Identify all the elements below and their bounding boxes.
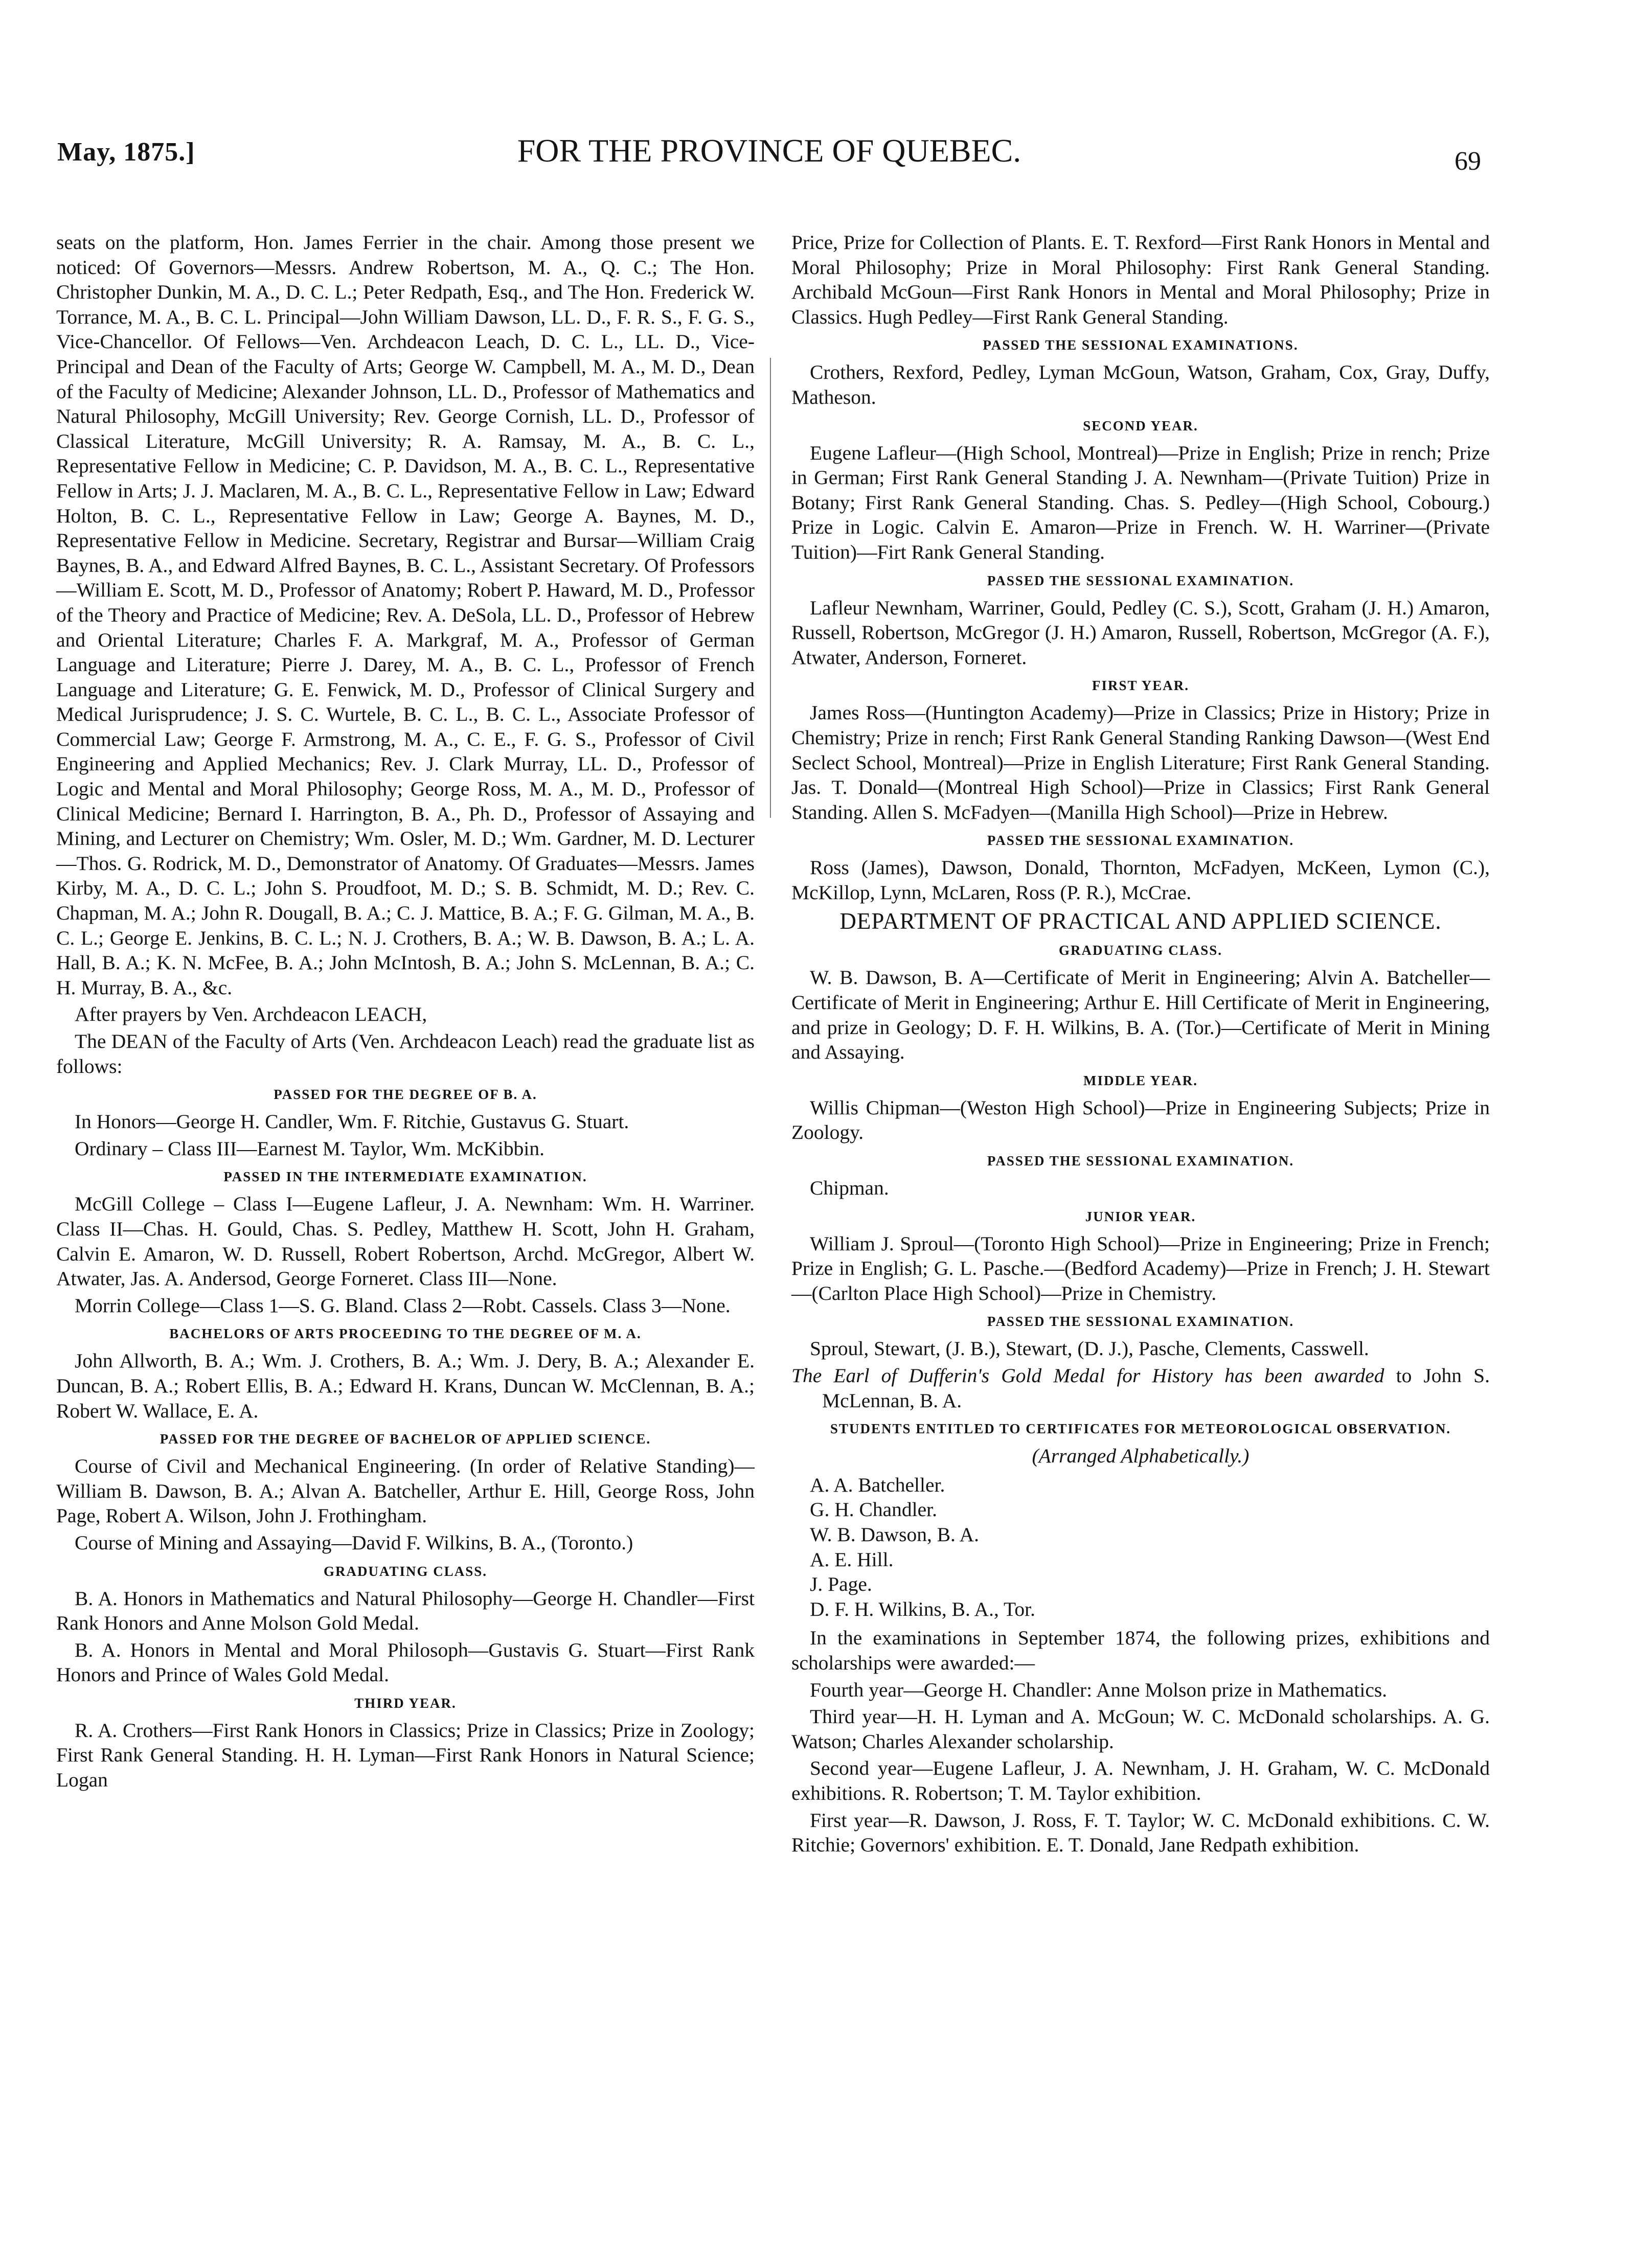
heading-middle-year: MIDDLE YEAR. [1083,1072,1198,1088]
third-year-continued: Price, Prize for Collection of Plants. E. T. Rexford—First Rank Honors in Mental and Moral Philosophy; Prize in Moral Philosophy: First Rank General Standing. Archibald McGoun—First Rank Honors in Mental and Moral Philosophy; Prize in Classics. Hugh Pedley—First Rank General Standing. [791,231,1490,328]
gold-medal-recipient: to John S. McLennan, B. A. [822,1364,1490,1412]
heading-sessional-3: PASSED THE SESSIONAL EXAMINATION. [987,833,1294,849]
sessional-2-list: Lafleur Newnham, Warriner, Gould, Pedley (C. S.), Scott, Graham (J. H.) Amaron, Russell, Robertson, McGregor (J. H.) Amaron, Russell, Robertson, McGregor (A. F.), Atwater, Anderson, Forneret. [791,596,1490,669]
arranged-note: (Arranged Alphabetically.) [1032,1445,1249,1468]
intermediate-mcgill: McGill College – Class I—Eugene Lafleur, J. A. Newnham: Wm. H. Warriner. Class II—Chas. H. Gould, Chas. S. Pedley, Matthew H. Scott, John H. Graham, Calvin E. Amaron, W. D. Russell, Robert Robertson, Archd. McGregor, Albert W. Atwater, Jas. A. Andersod, George Forneret. Class III—None. [56,1193,755,1290]
column-divider [770,358,771,818]
heading-third-year: THIRD YEAR. [354,1695,457,1711]
gold-medal-note [791,1363,1490,1413]
gold-medal-italic: The Earl of Dufferin's Gold Medal for History has been awarded [791,1364,1384,1387]
prayers-paragraph: After prayers by Ven. Archdeacon LEACH, [75,1003,427,1026]
list-item: G. H. Chandler. [810,1498,938,1521]
ba-honors: In Honors—George H. Candler, Wm. F. Ritchie, Gustavus G. Stuart. [75,1110,629,1133]
sessional-3-list: Ross (James), Dawson, Donald, Thornton, McFadyen, McKeen, Lymon (C.), McKillop, Lynn, McLaren, Ross (P. R.), McCrae. [791,856,1490,904]
bas-civil: Course of Civil and Mechanical Engineering. (In order of Relative Standing)—William B. Dawson, B. A.; Alvan A. Batcheller, Arthur E. Hill, George Ross, John Page, Robert A. Wilson, John J. Frothingham. [56,1455,755,1527]
ba-ordinary: Ordinary – Class III—Earnest M. Taylor, Wm. McKibbin. [75,1137,544,1160]
issue-date: May, 1875.] [57,138,195,167]
running-head [57,132,1481,193]
list-item: J. Page. [810,1573,872,1596]
sessional-4-list: Chipman. [810,1177,889,1200]
intermediate-morrin: Morrin College—Class 1—S. G. Bland. Class 2—Robt. Cassels. Class 3—None. [75,1294,731,1317]
list-item: A. A. Batcheller. [810,1473,945,1496]
list-item: A. E. Hill. [810,1548,894,1571]
heading-sessional-4: PASSED THE SESSIONAL EXAMINATION. [987,1153,1294,1169]
heading-meteorological: STUDENTS ENTITLED TO CERTIFICATES FOR METEOROLOGICAL OBSERVATION. [830,1421,1451,1437]
right-column [791,230,1490,1860]
junior-year-text: William J. Sproul—(Toronto High School)—Prize in Engineering; Prize in French; Prize in English; G. L. Pasche.—(Bedford Academy)—Prize in French; J. H. Stewart—(Carlton Place High School)—Prize in Chemistry. [791,1232,1490,1304]
first-year-text: James Ross—(Huntington Academy)—Prize in Classics; Prize in History; Prize in Chemistry; Prize in rench; First Rank General Standing Ranking Dawson—(West End Seclect School, Montreal)—Prize in English Literature; First Rank General Standing. Jas. T. Donald—(Montreal High School)—Prize in Classics; First Rank General Standing. Allen S. McFadyen—(Manilla High School)—Prize in Hebrew. [791,701,1490,823]
graduating-mental: B. A. Honors in Mental and Moral Philosoph—Gustavis G. Stuart—First Rank Honors and Prince of Wales Gold Medal. [56,1638,755,1686]
second-year-prize: Second year—Eugene Lafleur, J. A. Newnham, J. H. Graham, W. C. McDonald exhibitions. R. Robertson; T. M. Taylor exhibition. [791,1757,1490,1804]
third-year-text: R. A. Crothers—First Rank Honors in Classics; Prize in Classics; Prize in Zoology; First Rank General Standing. H. H. Lyman—First Rank Honors in Natural Science; Logan [56,1719,755,1792]
sessional-5-list: Sproul, Stewart, (J. B.), Stewart, (D. J.), Pasche, Clements, Casswell. [810,1337,1369,1360]
sessional-1-list: Crothers, Rexford, Pedley, Lyman McGoun, Watson, Graham, Cox, Gray, Duffy, Matheson. [791,361,1490,408]
third-year-prize: Third year—H. H. Lyman and A. McGoun; W. C. McDonald scholarships. A. G. Watson; Charles Alexander scholarship. [791,1705,1490,1753]
heading-ba-degree: PASSED FOR THE DEGREE OF B. A. [274,1087,537,1103]
attendees-paragraph: seats on the platform, Hon. James Ferrier in the chair. Among those present we noticed: Of Governors—Messrs. Andrew Robertson, M. A., Q. C.; The Hon. Christopher Dunkin, M. A., D. C. L.; Peter Redpath, Esq., and The Hon. Frederick W. Torrance, M. A., B. C. L. Principal—John William Dawson, LL. D., F. R. S., F. G. S., Vice-Chancellor. Of Fellows—Ven. Archdeacon Leach, D. C. L., LL. D., Vice-Principal and Dean of the Faculty of Arts; George W. Campbell, M. A., M. D., Dean of the Faculty of Medicine; Alexander Johnson, LL. D., Professor of Mathematics and Natural Philosophy, McGill University; Rev. George Cornish, LL. D., Professor of Classical Literature, McGill University; R. A. Ramsay, M. A., B. C. L., Representative Fellow in Medicine; C. P. Davidson, M. A., B. C. L., Representative Fellow in Arts; J. J. Maclaren, M. A., B. C. L., Representative Fellow in Law; Edward Holton, B. C. L., Representative Fellow in Law; George A. Baynes, M. D., Representative Fellow in Medicine. Secretary, Registrar and Bursar—William Craig Baynes, B. A., and Edward Alfred Baynes, B. C. L., Assistant Secretary. Of Professors—William E. Scott, M. D., Professor of Anatomy; Robert P. Haward, M. D., Professor of the Theory and Practice of Medicine; Rev. A. DeSola, LL. D., Professor of Hebrew and Oriental Literature; Charles F. A. Markgraf, M. A., Professor of German Language and Literature; Pierre J. Darey, M. A., B. C. L., Professor of French Language and Literature; G. E. Fenwick, M. D., Professor of Clinical Surgery and Medical Jurisprudence; J. S. C. Wurtele, B. C. L., B. C. L., Associate Professor of Commercial Law; George F. Armstrong, M. A., C. E., F. G. S., Professor of Civil Engineering and Applied Mechanics; Rev. J. Clark Murray, LL. D., Professor of Logic and Mental and Moral Philosophy; George Ross, M. A., M. D., Professor of Clinical Medicine; Bernard I. Harrington, B. A., Ph. D., Professor of Assaying and Mining, and Lecturer on Chemistry; Wm. Osler, M. D.; Wm. Gardner, M. D. Lecturer—Thos. G. Rodrick, M. D., Demonstrator of Anatomy. Of Graduates—Messrs. James Kirby, M. A., D. C. L.; John S. Proudfoot, M. D.; S. B. Schmidt, M. D.; Rev. C. Chapman, M. A.; John R. Dougall, B. A.; C. J. Mattice, B. A.; F. G. Gilman, M. A., B. C. L.; George E. Jenkins, B. C. L.; N. J. Crothers, B. A.; W. B. Dawson, B. A.; L. A. Hall, B. A.; K. N. McFee, B. A.; John McIntosh, B. A.; John S. McLennan, B. A.; C. H. Murray, B. A., &c. [56,231,755,999]
graduating-math: B. A. Honors in Mathematics and Natural Philosophy—George H. Chandler—First Rank Honors and Anne Molson Gold Medal. [56,1587,755,1635]
heading-graduating-class: GRADUATING CLASS. [323,1563,488,1579]
heading-first-year: FIRST YEAR. [1092,678,1190,694]
heading-intermediate: PASSED IN THE INTERMEDIATE EXAMINATION. [223,1169,587,1185]
dean-paragraph: The DEAN of the Faculty of Arts (Ven. Archdeacon Leach) read the graduate list as follows: [56,1030,755,1078]
bas-mining: Course of Mining and Assaying—David F. Wilkins, B. A., (Toronto.) [75,1531,633,1554]
heading-sessional-1: PASSED THE SESSIONAL EXAMINATIONS. [983,337,1299,353]
first-year-prize: First year—R. Dawson, J. Ross, F. T. Taylor; W. C. McDonald exhibitions. C. W. Ritchie; Governors' exhibition. E. T. Donald, Jane Redpath exhibition. [791,1808,1490,1857]
middle-year-text: Willis Chipman—(Weston High School)—Prize in Engineering Subjects; Prize in Zoology. [791,1096,1490,1144]
september-prizes-intro: In the examinations in September 1874, the following prizes, exhibitions and scholarships were awarded:— [791,1626,1490,1674]
heading-ma-degree: BACHELORS OF ARTS PROCEEDING TO THE DEGREE OF M. A. [169,1326,642,1342]
heading-sessional-5: PASSED THE SESSIONAL EXAMINATION. [987,1314,1294,1330]
heading-graduating-class-2: GRADUATING CLASS. [1058,943,1223,958]
graduating-2-text: W. B. Dawson, B. A—Certificate of Merit in Engineering; Alvin A. Batcheller—Certificate of Merit in Engineering; Arthur E. Hill Certificate of Merit in Engineering, and prize in Geology; D. F. H. Wilkins, B. A. (Tor.)—Certificate of Merit in Mining and Assaying. [791,966,1490,1064]
heading-applied-science: PASSED FOR THE DEGREE OF BACHELOR OF APPLIED SCIENCE. [160,1431,651,1447]
list-item: W. B. Dawson, B. A. [810,1523,980,1546]
heading-sessional-2: PASSED THE SESSIONAL EXAMINATION. [987,572,1294,588]
ma-list: John Allworth, B. A.; Wm. J. Crothers, B. A.; Wm. J. Dery, B. A.; Alexander E. Duncan, B. A.; Robert Ellis, B. A.; Edward H. Krans, Duncan W. McClennan, B. A.; Robert W. Wallace, E. A. [56,1349,755,1422]
heading-second-year: SECOND YEAR. [1083,418,1198,433]
left-column [56,230,755,1795]
meteorological-names [791,1473,1490,1622]
fourth-year-prize: Fourth year—George H. Chandler: Anne Molson prize in Mathematics. [810,1678,1388,1701]
page-number: 69 [1455,147,1481,176]
department-heading: DEPARTMENT OF PRACTICAL AND APPLIED SCIENCE. [839,908,1442,934]
running-title: FOR THE PROVINCE OF QUEBEC. [517,132,1021,169]
second-year-text: Eugene Lafleur—(High School, Montreal)—Prize in English; Prize in rench; Prize in German; First Rank General Standing J. A. Newnham—(Private Tuition) Prize in Botany; First Rank General Standing. Chas. S. Pedley—(High School, Cobourg.) Prize in Logic. Calvin E. Amaron—Prize in French. W. H. Warriner—(Private Tuition)—Firt Rank General Standing. [791,441,1490,563]
heading-junior-year: JUNIOR YEAR. [1085,1208,1196,1224]
list-item: D. F. H. Wilkins, B. A., Tor. [810,1597,1035,1620]
